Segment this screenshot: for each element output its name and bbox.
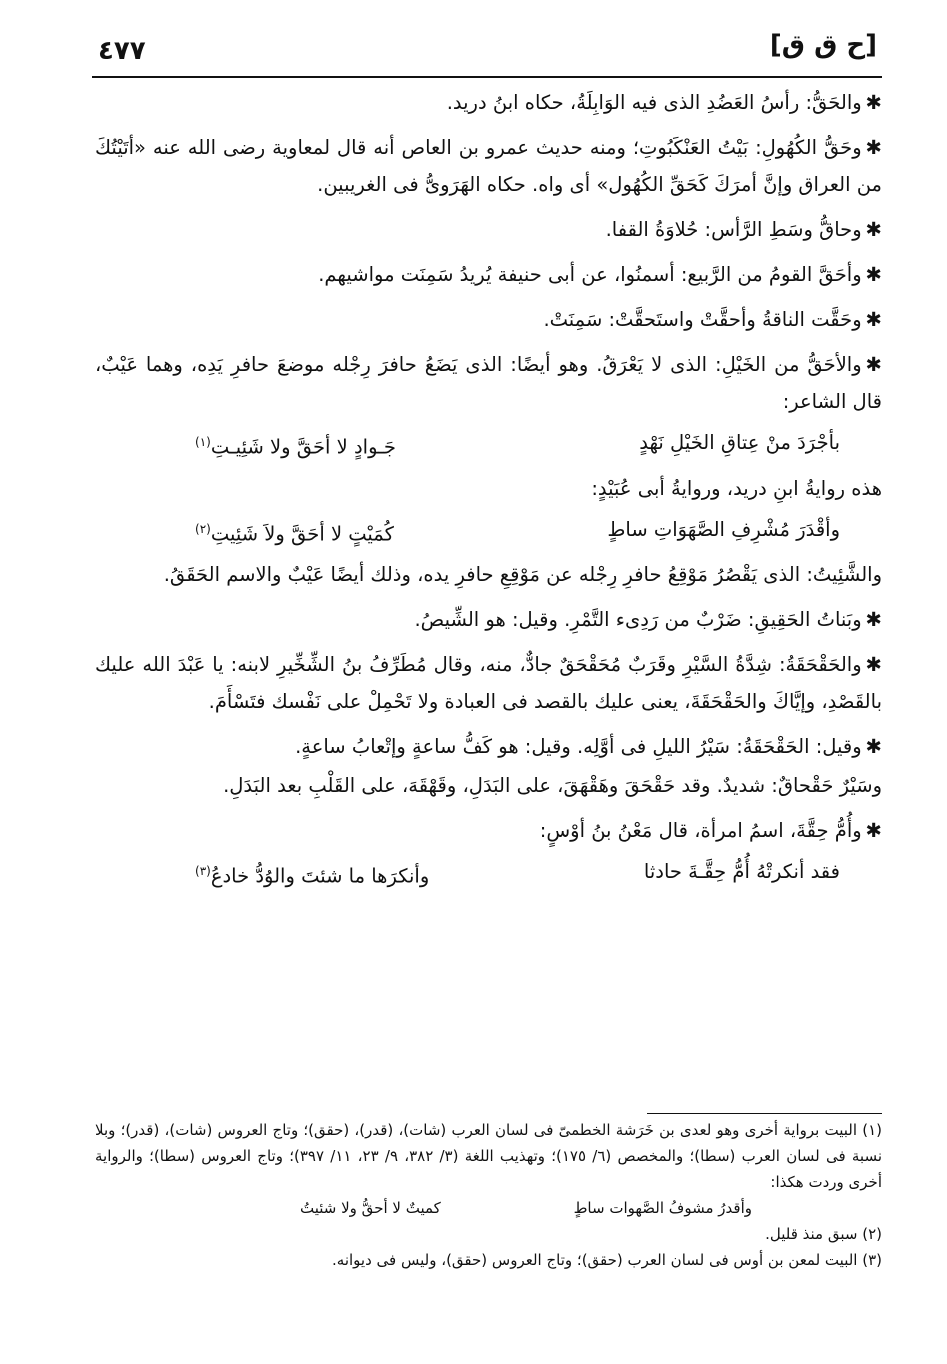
main-text [95,84,882,899]
entry-haqqat: ✱وحَقَّت الناقةُ وأحقَّتْ واستَحقَّتْ: سَمِنَتْ. [543,308,882,331]
footnote-3: (٣) البيت لمعن بن أوس فى لسان العرب (حقق)؛ وتاج العروس (حقق)، وليس فى ديوانه. [332,1251,882,1269]
footnote-ref-1: (١) [195,435,211,449]
footnote-rule [647,1113,882,1114]
verse-3-hemistich-2: وأنكرَها ما شئتَ والوُدُّ خادعُ$^{(٣)}$ [195,864,430,888]
entry-haqq-kuhul: ✱وحَقُّ الكُهُولِ: بَيْتُ العَنْكَبُوتِ؛ ومنه حديث عمرو بن العاص أنه قال لمعاوية رضى الله عنه «أتَيْتُكَ من العراق وإنَّ أمرَكَ كَحَقِّ الكُهُول» أى واه. حكاه الهَرَوىُّ فى الغريبين. [95,136,882,196]
page-number: ٤٧٧ [98,36,146,66]
entry-banat-haqiq: ✱وبَناتُ الحَقِيقِ: ضَرْبٌ من رَدِىء التَّمْرِ. وقيل: هو الشِّيصُ. [414,608,882,631]
asterisk-icon: ✱ [865,308,882,331]
entry-haqhaqa: ✱والحَقْحَقَةُ: شِدَّةُ السَّيْرِ وقَرَبٌ مُحَقْحَقٌ جادٌّ، منه، وقال مُطَرِّفُ بنُ الشِّخِّيرِ لابنه: يا عَبْدَ الله عليك بالقَصْدِ، وإيَّاكَ والحَقْحَقَةَ، يعنى عليك بالقصد فى العبادة ولا تَحْمِلْ على نَفْسك فتَسْأَمَ. [95,653,882,713]
entry-haqq-wasat: ✱وحاقُّ وسَطِ الرَّأس: حُلاوَةُ القفا. [605,218,882,241]
asterisk-icon: ✱ [865,91,882,114]
asterisk-icon: ✱ [865,608,882,631]
entry-umm-hiqqa: ✱وأُمُّ حِقَّةَ، اسمُ امرأة، قال مَعْنُ بنُ أوْسٍ: [539,819,882,842]
riwaya-note: هذه روايةُ ابنِ دريد، وروايةُ أبى عُبَيْدٍ: [591,476,882,500]
asterisk-icon: ✱ [865,653,882,676]
entry-haqhaqa-layl: ✱وقيل: الحَقْحَقَةُ: سَيْرُ الليلِ فى أوَّلِه. وقيل: هو كَفُّ ساعةٍ وإتْعابُ ساعةٍ. [295,735,882,758]
footnote-1: (١) البيت برواية أخرى وهو لعدى بن خَرَشة الخطمىّ فى لسان العرب (شات)، (قدر)، (حقق)؛ وتاج العروس (شات)، (قدر)؛ وبلا نسبة فى لسان العرب (سطا)؛ والمخصص (٦/ ١٧٥)؛ وتهذيب اللغة (٣/ ٣٨٢، ٩/ ٢٣، ١١/ ٣٩٧)؛ وتاج العروس (سطا)؛ والرواية أخرى وردت هكذا: [95,1121,883,1191]
footnote-ref-3: (٣) [195,864,211,878]
asterisk-icon: ✱ [865,263,882,286]
asterisk-icon: ✱ [865,136,882,159]
footnote-ref-2: (٢) [195,521,211,536]
entry-haqq: ✱والحَقُّ: رأسُ العَضُدِ الذى فيه الوَابِلَةُ، حكاه ابنُ دريد. [446,91,882,114]
footnote-2: (٢) سبق منذ قليل. [765,1225,882,1243]
verse-2 [95,511,882,553]
footnotes [95,1117,882,1273]
entry-shaiit: والشَّئِيتُ: الذى يَقْصُرُ مَوْقِعُ حافرِ رِجْله عن مَوْقِعِ حافرِ يده، وذلك أيضًا عَيْبٌ والاسم الحَقَقُ. [163,563,882,586]
entry-ahaqqa: ✱وأحَقَّ القومُ من الرَّبيع: أسمنُوا، عن أبى حنيفة يُريدُ سَمِنَت مواشيهم. [318,263,882,286]
root-heading: [ح ق ق] [769,30,877,60]
verse-2-hemistich-1: وأقْدَرَ مُشْرِفِ الصَّهَوَاتِ ساطٍ [607,517,840,541]
footnote-1-verse [95,1195,882,1221]
asterisk-icon: ✱ [865,735,882,758]
header-rule [92,76,882,78]
asterisk-icon: ✱ [865,218,882,241]
verse-1 [95,424,882,466]
verse-1-hemistich-1: بأجْرَدَ منْ عِتاقِ الخَيْلِ نَهْدٍ [639,431,840,454]
entry-ahaqq-khayl: ✱والأحَقُّ من الخَيْلِ: الذى لا يَعْرَقُ. وهو أيضًا: الذى يَضَعُ حافرَ رِجْله موضعَ حافرِ يَدِه، وهما عَيْبٌ، قال الشاعر: [95,353,882,413]
asterisk-icon: ✱ [865,353,882,376]
asterisk-icon: ✱ [865,819,882,842]
footnote-1-hemistich-1: وأقدرُ مشوفُ الصَّهوات ساطٍ [573,1199,752,1217]
verse-2-hemistich-2: كُمَيْتٍ لا أحَقَّ ولاَ شَئِيتِ$^{(٢)}$ [195,521,394,545]
footnote-1-hemistich-2: كميتٌ لا أحقُّ ولا شئيتُ [300,1199,441,1217]
verse-3-hemistich-1: فقد أنكرتْهُ أُمُّ حِقَّـةَ حادثا [643,860,840,883]
entry-sayr-haqhaq: وسَيْرٌ حَقْحاقٌ: شديدٌ. وقد حَقْحَقَ وهَقْهَقَ، على البَدَلِ، وقَهْقَهَ، على القَلْبِ بعد البَدَلِ. [223,774,882,797]
verse-1-hemistich-2: جَـوادٍ لا أحَقَّ ولا شَئِيـتِ$^{(١)}$ [195,435,396,459]
verse-3 [95,853,882,895]
